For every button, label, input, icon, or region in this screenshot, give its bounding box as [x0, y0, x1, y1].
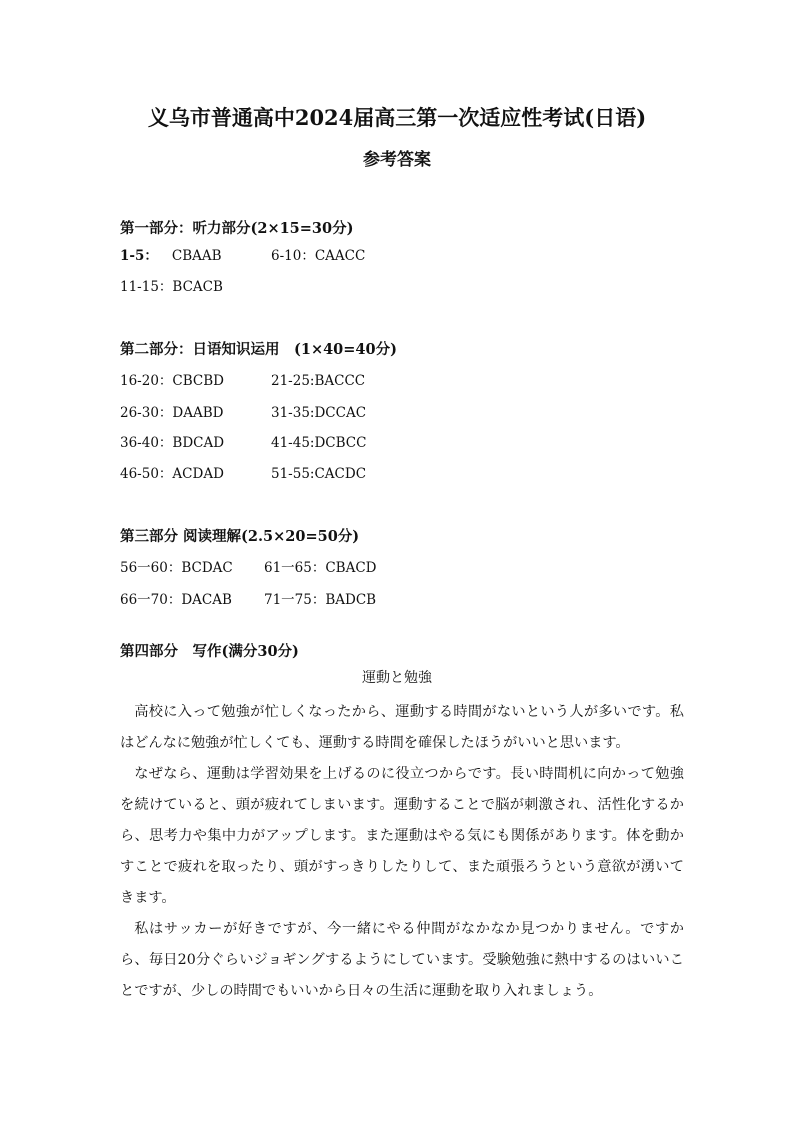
part1-heading: 第一部分：听力部分(2×15=30分) [120, 220, 354, 237]
essay-paragraph: なぜなら、運動は学習効果を上げるのに役立つからです。長い時間机に向かって勉強を続けていると、頭が疲れてしまいます。運動することで脳が刺激され、活性化するから、思考力や集中力がアップします。また運動はやる気にも関係があります。体を動かすことで疲れを取ったり、頭がすっきりしたりして、また頑張ろうという意欲が湧いてきます。 [120, 766, 684, 906]
essay-title: 運動と勉強 [362, 670, 432, 686]
essay-body [120, 697, 684, 1007]
part2-answer: 31-35:DCCAC [271, 405, 367, 421]
part1-answer-1-5 [120, 246, 222, 266]
part1-answer-value: CAACC [314, 248, 366, 264]
part1-answer-6-10 [271, 246, 365, 266]
part3-answer: 61一65：CBACD [264, 560, 377, 576]
part2-answer: 41-45:DCBCC [271, 435, 367, 451]
part1-answer-label: 6-10： [271, 248, 315, 264]
page-title: 义乌市普通高中2024届高三第一次适应性考试(日语) [147, 105, 647, 130]
part2-heading: 第二部分：日语知识运用 (1×40=40分) [120, 341, 397, 358]
part3-answer: 71一75：BADCB [264, 592, 377, 608]
part2-answer: 16-20：CBCBD [120, 373, 224, 389]
part1-answer-label: 1-5： [120, 248, 158, 264]
part3-heading: 第三部分 阅读理解(2.5×20=50分) [120, 528, 360, 545]
part2-answer: 21-25:BACCC [271, 373, 366, 389]
part2-answer: 36-40：BDCAD [120, 435, 225, 451]
part1-answer-value: BCACB [172, 279, 223, 295]
part1-answer-label: 11-15： [120, 279, 173, 295]
part2-answer: 46-50：ACDAD [120, 466, 224, 482]
part1-answer-11-15 [120, 277, 223, 297]
part2-answer: 51-55:CACDC [271, 466, 367, 482]
essay-paragraph: 私はサッカーが好きですが、今一緒にやる仲間がなかなか見つかりません。ですから、毎日20分ぐらいジョギングするようにしています。受験勉強に熱中するのはいいことですが、少しの時間でもいいから日々の生活に運動を取り入れましょう。 [120, 921, 684, 999]
part1-answer-value: CBAAB [171, 248, 222, 264]
part4-heading: 第四部分 写作(满分30分) [120, 643, 299, 660]
part3-answer: 56一60：BCDAC [120, 560, 233, 576]
page-subtitle: 参考答案 [363, 150, 431, 170]
part2-answer: 26-30：DAABD [120, 405, 224, 421]
part3-answer: 66一70：DACAB [120, 592, 232, 608]
essay-paragraph: 高校に入って勉強が忙しくなったから、運動する時間がないという人が多いです。私はどんなに勉強が忙しくても、運動する時間を確保したほうがいいと思います。 [120, 704, 684, 751]
